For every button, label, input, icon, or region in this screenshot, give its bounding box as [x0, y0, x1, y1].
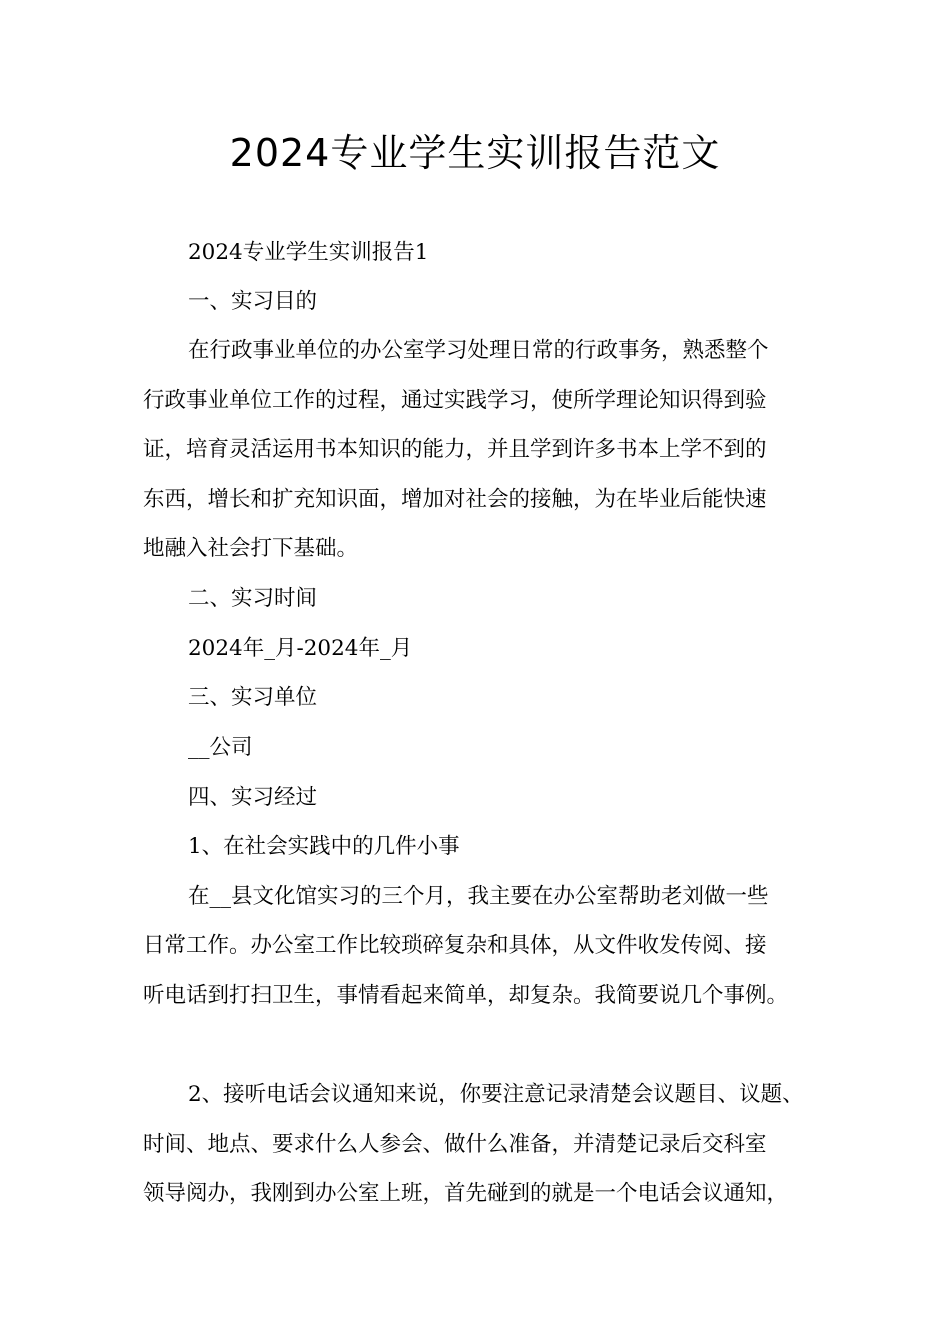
internship-period: 2024年_月-2024年_月	[188, 636, 413, 661]
internship-company: __公司	[188, 735, 253, 760]
paragraph-line: 听电话到打扫卫生，事情看起来简单，却复杂。我简要说几个事例。	[143, 983, 789, 1008]
paragraph-line: 日常工作。办公室工作比较琐碎复杂和具体，从文件收发传阅、接	[143, 933, 767, 958]
paragraph-line: 在行政事业单位的办公室学习处理日常的行政事务，熟悉整个	[188, 338, 769, 363]
paragraph-line: 证，培育灵活运用书本知识的能力，并且学到许多书本上学不到的	[143, 437, 767, 462]
section-heading-unit: 三、实习单位	[188, 685, 318, 710]
section-heading-time: 二、实习时间	[188, 586, 318, 611]
section-heading-purpose: 一、实习目的	[188, 289, 318, 314]
paragraph-line: 东西，增长和扩充知识面，增加对社会的接触，为在毕业后能快速	[143, 487, 767, 512]
item-heading: 1、在社会实践中的几件小事	[188, 834, 460, 859]
paragraph-line: 地融入社会打下基础。	[143, 536, 359, 561]
paragraph-line: 2、接听电话会议通知来说，你要注意记录清楚会议题目、议题、	[188, 1082, 804, 1107]
paragraph-line: 在__县文化馆实习的三个月，我主要在办公室帮助老刘做一些	[188, 884, 769, 909]
paragraph-line: 行政事业单位工作的过程，通过实践学习，使所学理论知识得到验	[143, 388, 767, 413]
section-heading-process: 四、实习经过	[188, 785, 318, 810]
document-title: 2024专业学生实训报告范文	[229, 131, 721, 175]
paragraph-line: 时间、地点、要求什么人参会、做什么准备，并清楚记录后交科室	[143, 1132, 767, 1157]
report-subtitle: 2024专业学生实训报告1	[188, 240, 429, 265]
paragraph-line: 领导阅办，我刚到办公室上班，首先碰到的就是一个电话会议通知，	[143, 1181, 789, 1206]
